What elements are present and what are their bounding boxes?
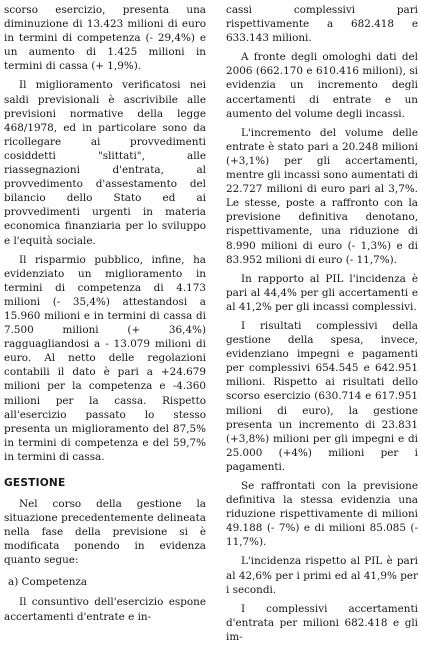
paragraph-accertamenti-start: I complessivi accertamenti d'entrata per milioni 682.418 e gli im- xyxy=(226,602,418,643)
subheading-competenza: a) Competenza xyxy=(8,576,88,589)
paragraph-definitive-forecast: Se raffrontati con la previsione definitiva la stessa evidenzia una riduzione rispettivamente di milioni 49.188 (- 7%) e di milioni 85.085 (- 11,7%). xyxy=(226,480,418,549)
paragraph-revenue-increase: L'incremento del volume delle entrate è stato pari a 20.248 milioni (+3,1%) per gli accertamenti, mentre gli incassi sono aumentati di 22.727 milioni di euro pari al 3,7%. Le stesse, poste a raffronto con la previsione definitiva denotano, rispettivamente, una riduzione di 8.990 milioni di euro (- 1,3%) e di 83.952 milioni di euro (- 11,7%). xyxy=(226,126,418,266)
left-column xyxy=(4,3,206,629)
paragraph-incassi-continuation: cassi complessivi pari rispettivamente a 682.418 e 633.143 milioni. xyxy=(226,4,418,45)
paragraph-cash-continuation: scorso esercizio, presenta una diminuzione di 13.423 milioni di euro in termini di competenza (- 29,4%) e un aumento di 1.425 milioni in termini di cassa (+ 1,9%). xyxy=(4,4,206,73)
paragraph-gdp-ratio-expenditure: L'incidenza rispetto al PIL è pari al 42,6% per i primi ed al 41,9% per i secondi. xyxy=(226,555,418,596)
paragraph-expenditure-results: I risultati complessivi della gestione della spesa, invece, evidenziano impegni e pagamenti per complessivi 654.545 e 642.951 milioni. Rispetto ai risultati dello scorso esercizio (630.714 e 617.951 milioni di euro), la gestione presenta un incremento di 23.831 (+3,8%) milioni per gli impegni e di 25.000 (+4%) milioni per i pagamenti. xyxy=(226,319,418,473)
paragraph-management-intro: Nel corso della gestione la situazione precedentemente delineata nella fase della previsione si è modificata ponendo in evidenza quanto segue: xyxy=(4,498,206,567)
paragraph-gdp-ratio-revenue: In rapporto al PIL l'incidenza è pari al 44,4% per gli accertamenti e al 41,2% per gli incassi complessivi. xyxy=(226,272,418,313)
section-heading-gestione: GESTIONE xyxy=(4,477,66,489)
paragraph-consuntivo-start: Il consuntivo dell'esercizio espone accertamenti d'entrate e in- xyxy=(4,596,206,623)
right-column xyxy=(226,3,418,649)
paragraph-improvement-causes: Il miglioramento verificatosi nei saldi previsionali è ascrivibile alle previsioni normative della legge 468/1978, ed in particolare sono da ricollegare ai provvedimenti cosiddetti "slittati", alle riassegnazioni d'entrata, al provvedimento d'assestamento del bilancio dello Stato ed ai provvedimenti urgenti in materia economica finanziaria per lo sviluppo e l'equità sociale. xyxy=(4,79,206,247)
paragraph-2006-comparison: A fronte degli omologhi dati del 2006 (662.170 e 610.416 milioni), si evidenzia un incremento degli accertamenti di entrate e un aumento del volume degli incassi. xyxy=(226,51,418,120)
paragraph-public-savings: Il risparmio pubblico, infine, ha evidenziato un miglioramento in termini di competenza di 4.173 milioni (- 35,4%) attestandosi a 15.960 milioni e in termini di cassa di 7.500 milioni (+ 36,4%) ragguagliandosi a - 13.079 milioni di euro. Al netto delle regolazioni contabili il dato è pari a +24.679 milioni per la competenza e -4.360 milioni per la cassa. Rispetto all'esercizio passato lo stesso presenta un miglioramento del 87,5% in termini di competenza e del 59,7% in termini di cassa. xyxy=(4,253,206,463)
